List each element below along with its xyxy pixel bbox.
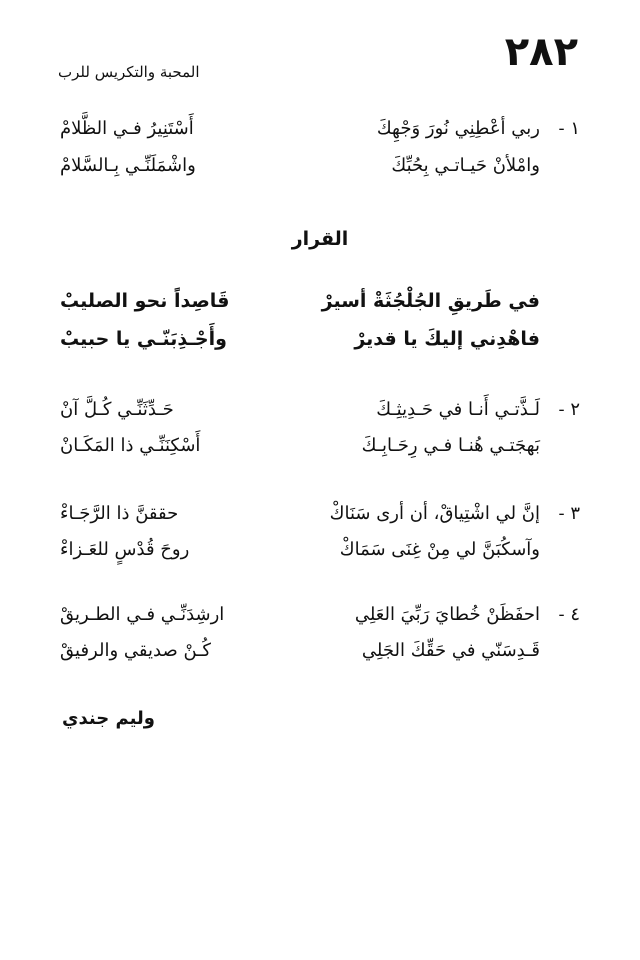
second-hemistich: أَسْتَنِيرُ فـي الظَّلامْ	[60, 118, 194, 139]
stanza-number: ١ -	[558, 118, 580, 139]
stanza-3-line-2	[60, 535, 580, 565]
stanza-1-line-2	[60, 151, 580, 181]
refrain-heading: القرار	[291, 228, 349, 250]
second-hemistich: ارشِدَنِّـي فـي الطـريقْ	[60, 604, 225, 625]
stanza-2-line-2	[60, 431, 580, 461]
first-hemistich: وآسكُبَنَّ لي مِنْ غِنَى سَمَاكْ	[339, 539, 540, 560]
first-hemistich: لَـذَّتـي أَنـا في حَـدِيثِـكَ	[376, 399, 540, 420]
running-title: المحبة والتكريس للرب	[58, 63, 200, 81]
first-hemistich: احفَظَنْ خُطايَ رَبِّيَ العَلِي	[354, 604, 540, 625]
stanza-4-line-2	[60, 636, 580, 666]
stanza-1-line-1	[60, 114, 580, 144]
stanza-4-line-1	[60, 600, 580, 630]
first-hemistich: قَـدِسَنّي في حَقِّكَ الجَلِي	[361, 640, 540, 661]
stanza-number: ٣ -	[558, 503, 580, 524]
second-hemistich: كُـنْ صديقي والرفيقْ	[60, 640, 211, 661]
stanza-2-line-1	[60, 395, 580, 425]
first-hemistich: وامْلأنْ حَيـاتـي بِحُبِّكَ	[391, 155, 540, 176]
stanza-number: ٤ -	[558, 604, 580, 625]
second-hemistich: واشْمَلَنِّـي بِـالسَّلامْ	[60, 155, 196, 176]
stanza-number: ٢ -	[558, 399, 580, 420]
second-hemistich: حققنَّ ذا الرَّجَـاءْ	[60, 503, 179, 524]
second-hemistich: حَـدِّثَنِّـي كُـلَّ آنْ	[60, 399, 174, 420]
second-hemistich: روحَ قُدْسٍ للعَـزاءْ	[60, 539, 190, 560]
second-hemistich: وأَجْـذِبَنّـي يا حبيبْ	[60, 328, 227, 350]
first-hemistich: ربي أعْطِنِي نُورَ وَجْهِكَ	[376, 118, 540, 139]
second-hemistich: أَسْكِنَنِّـي ذا المَكَـانْ	[60, 435, 201, 456]
author-name: وليم جندي	[62, 708, 155, 729]
first-hemistich: بَهجَتـي هُنـا فـي رِحَـابِـكَ	[361, 435, 540, 456]
second-hemistich: قَاصِداً نحو الصليبْ	[60, 290, 230, 312]
first-hemistich: إنَّ لي اشْتِياقْ، أن أرى سَنَاكْ	[329, 503, 540, 524]
page-number: ٢٨٢	[504, 29, 578, 75]
stanza-3-line-1	[60, 499, 580, 529]
first-hemistich: فاهْدِني إليكَ يا قديرْ	[354, 328, 540, 350]
first-hemistich: في طَريقِ الجُلْجُثَةْ أسيرْ	[321, 290, 540, 312]
refrain-line-2	[60, 324, 580, 354]
refrain-line-1	[60, 286, 580, 316]
